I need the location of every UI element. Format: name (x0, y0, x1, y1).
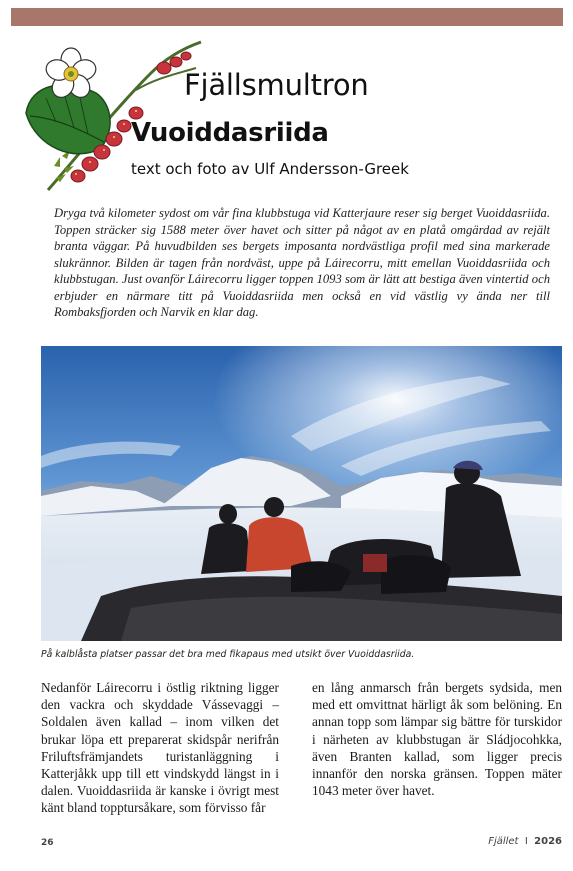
page-number: 26 (41, 838, 54, 848)
photo-caption: På kalblåsta platser passar det bra med fikapaus med utsikt över Vuoiddasriida. (41, 649, 415, 660)
footer-publication (488, 836, 562, 847)
body-column-right: en lång anmarsch från bergets sydsida, men med ett omvittnat härligt åk som belöning. En annan topp som lämpar sig bättre för turskidor i närheten av klubbstugan är Sládjocohkka, även Branten kallad, som ligger precis innanför den norska gränsen. Toppen mäter 1043 meter över havet. (312, 680, 562, 799)
issue-year: 2026 (534, 836, 562, 847)
footer-separator: I (524, 836, 528, 847)
byline: text och foto av Ulf Andersson-Greek (131, 160, 409, 178)
top-color-bar (11, 8, 563, 26)
section-title: Fjällsmultron (184, 68, 369, 102)
article-title: Vuoiddasriida (131, 118, 329, 148)
body-column-left: Nedanför Láirecorru i östlig riktning ligger den vackra och skyddade Vássevaggi – Soldalen även kallad – inom vilken det brukar löpa ett preparerat skidspår nerifrån Friluftsfrämjandets turistanläggning i Katterjåkk upp till ett vindskydd längst in i dalen. Vuoiddasriida är kanske i övrigt mest känt bland topptursåkare, som förvisso får (41, 680, 279, 816)
magazine-name: Fjället (488, 836, 519, 847)
main-photo (41, 346, 562, 641)
lead-paragraph: Dryga två kilometer sydost om vår fina klubbstuga vid Katterjaure reser sig berget Vuoiddasriida. Toppen sträcker sig 1588 meter över havet och sitter på något av en platå omgärdad av rejält branta väggar. På huvudbilden ses bergets imposanta nordvästliga profil med sina markerade slukrännor. Bilden är tagen från nordväst, uppe på Láirecorru, mitt emellan Vuoiddasriida och klubbstugan. Just ovanför Láirecorru ligger toppen 1093 som är lätt att bestiga även vintertid och erbjuder en närmare titt på Vuoiddasriida men också en vid västlig vy ända ner till Rombaksfjorden och Narvik en klar dag. (54, 206, 550, 319)
